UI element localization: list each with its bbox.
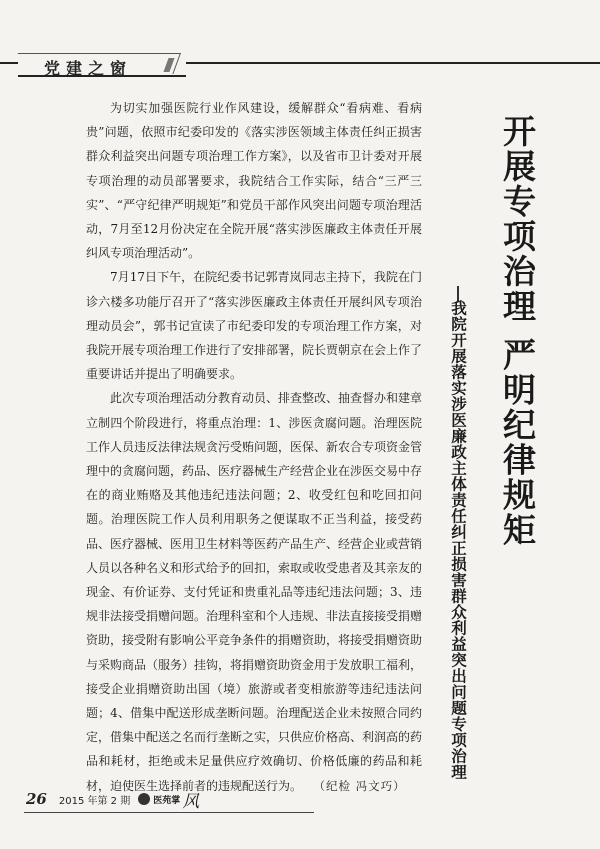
article-signature: （纪检 冯文巧）	[313, 778, 406, 793]
page-footer	[26, 790, 200, 812]
magazine-mark: 风	[182, 791, 200, 812]
issue-label: 2015 年第 2 期	[58, 795, 131, 807]
page-number: 26	[26, 790, 47, 808]
article-paragraph	[86, 386, 422, 797]
magazine-logo-icon	[138, 793, 150, 805]
footer-rule	[24, 812, 314, 813]
section-label: 党建之窗	[44, 59, 133, 78]
magazine-name: 医苑掌	[153, 795, 181, 806]
article-title: 开展专项治理 严明纪律规矩	[498, 114, 537, 548]
article-paragraph: 7月17日下午，在院纪委书记郭青岚同志主持下，我院在门诊六楼多功能厅召开了“落实涉医廉政主体责任开展纠风专项治理动员会”，郭书记宣读了市纪委印发的专项治理工作方案，对我院开展专项治理工作进行了安排部署，院长贾朝京在会上作了重要讲话并提出了明确要求。	[86, 270, 423, 382]
article-body	[86, 96, 422, 798]
article-paragraph: 为切实加强医院行业作风建设，缓解群众“看病难、看病贵”问题，依照市纪委印发的《落实涉医领域主体责任纠正损害群众利益突出问题专项治理工作方案》，以及省市卫计委对开展专项治理的动员部署要求，我院结合工作实际，结合“三严三实”、“严守纪律严明规矩”和党员干部作风突出问题专项治理活动，7月至12月份决定在全院开展“落实涉医廉政主体责任开展纠风专项治理活动”。	[86, 101, 422, 261]
article-subtitle: 我院开展落实涉医廉政主体责任纠正损害群众利益突出问题专项治理	[449, 300, 467, 780]
article-paragraph-text: 此次专项治理活动分教育动员、排查整改、抽查督办和建章立制四个阶段进行，将重点治理：1、涉医贪腐问题。治理医院工作人员违反法律法规贪污受贿问题，医保、新农合专项资金管理中的贪腐问题，药品、医疗器械生产经营企业在涉医交易中存在的商业贿赂及其他违纪违法问题；2、收受红包和吃回扣问题。治理医院工作人员利用职务之便谋取不正当利益，接受药品、医疗器械、医用卫生材料等医药产品生产、经营企业或营销人员以各种名义和形式给予的回扣，索取或收受患者及其亲友的现金、有价证券、支付凭证和贵重礼品等违纪违法问题；3、违规非法接受捐赠问题。治理科室和个人违规、非法直接接受捐赠资助，接受附有影响公平竞争条件的捐赠资助，将接受捐赠资助与采购商品（服务）挂钩，将捐赠资助资金用于发放职工福利，接受企业捐赠资助出国（境）旅游或者变相旅游等违纪违法问题；4、借集中配送形成垄断问题。治理配送企业未按照合同约定，借集中配送之名而行垄断之实，只供应价格高、利润高的药品和耗材，拒绝或未足量供应疗效确切、价格低廉的药品和耗材，迫使医生选择前者的违规配送行为。	[86, 391, 423, 793]
